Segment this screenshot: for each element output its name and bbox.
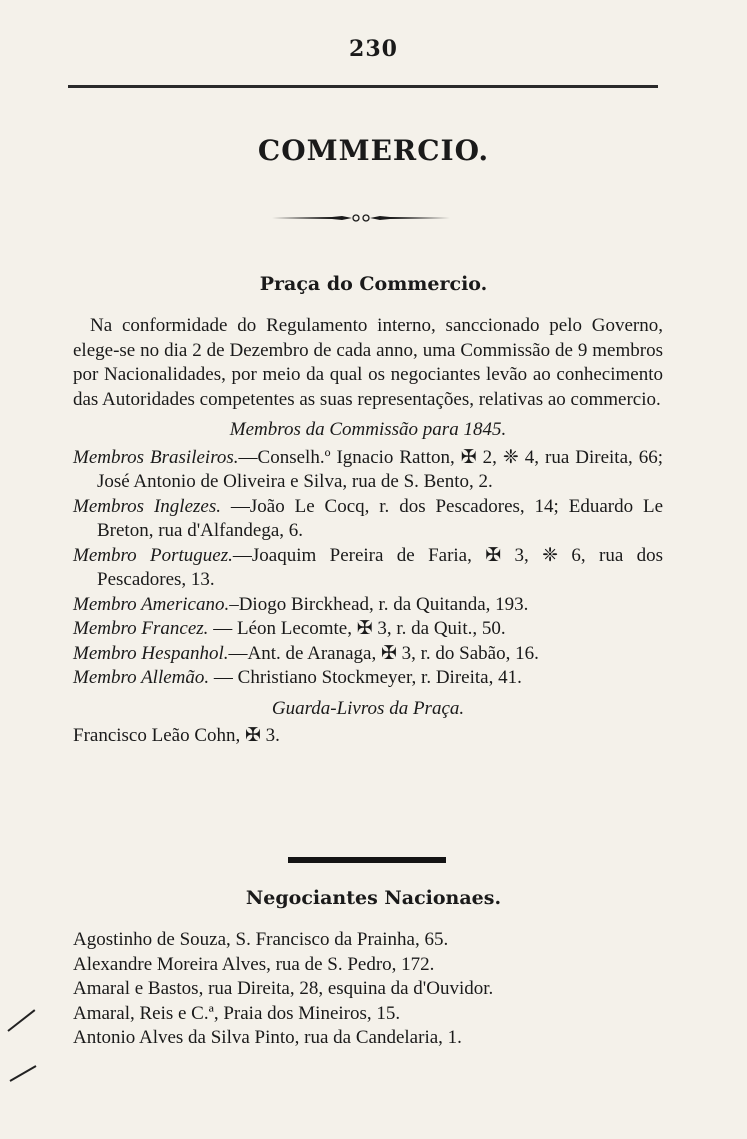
merchant-entry: Amaral, Reis e C.ª, Praia dos Mineiros, 15. (73, 1002, 401, 1024)
member-entry: Membro Francez. — Léon Lecomte, ✠ 3, r. da Quit., 50. (73, 618, 506, 639)
member-entry: Membro Americano.–Diogo Birckhead, r. da Quitanda, 193. (73, 593, 529, 615)
merchant-entry: Agostinho de Souza, S. Francisco da Prainha, 65. (73, 929, 449, 950)
section-divider (288, 857, 446, 863)
negociantes-heading: Negociantes Nacionaes. (245, 887, 502, 909)
merchant-entry: Alexandre Moreira Alves, rua de S. Pedro, 172. (73, 953, 435, 975)
member-entry: Membro Allemão. — Christiano Stockmeyer, r. Direita, 41. (73, 667, 522, 688)
members-list (73, 446, 663, 691)
guarda-livros-entry: Francisco Leão Cohn, ✠ 3. (73, 725, 280, 746)
member-entry: Membros Inglezes. —João Le Cocq, r. dos Pescadores, 14; Eduardo Le Breton, rua d'Alfandega, 6. (73, 495, 664, 541)
page-number: 230 (349, 36, 398, 62)
member-entry: Membro Portuguez.—Joaquim Pereira de Faria, ✠ 3, ❈ 6, rua dos Pescadores, 13. (73, 544, 663, 590)
praca-section (73, 314, 663, 749)
ornamental-divider (272, 213, 450, 223)
guarda-livros-heading: Guarda-Livros da Praça. (271, 697, 465, 719)
regulation-paragraph: Na conformidade do Regulamento interno, sanccionado pelo Governo, elege-se no dia 2 de Dezembro de cada anno, uma Commissão de 9 membros por Nacionalidades, por meio da qual os negociantes levão ao conhecimento das Autoridades competentes as suas representações, relativas ao commercio. (73, 315, 663, 410)
negociantes-list (73, 928, 663, 1051)
merchant-entry: Amaral e Bastos, rua Direita, 28, esquina da d'Ouvidor. (73, 978, 494, 999)
header-rule (68, 85, 658, 88)
members-heading: Membros da Commissão para 1845. (229, 419, 507, 440)
merchant-entry: Antonio Alves da Silva Pinto, rua da Candelaria, 1. (73, 1027, 462, 1048)
praca-heading: Praça do Commercio. (259, 273, 488, 295)
member-entry: Membro Hespanhol.—Ant. de Aranaga, ✠ 3, r. do Sabão, 16. (73, 642, 539, 664)
margin-pen-mark (10, 1065, 37, 1082)
member-entry: Membros Brasileiros.—Conselh.º Ignacio Ratton, ✠ 2, ❈ 4, rua Direita, 66; José Antonio de Oliveira e Silva, rua de S. Bento, 2. (73, 446, 664, 492)
margin-pen-mark (7, 1009, 35, 1032)
page-title: COMMERCIO. (257, 134, 490, 167)
